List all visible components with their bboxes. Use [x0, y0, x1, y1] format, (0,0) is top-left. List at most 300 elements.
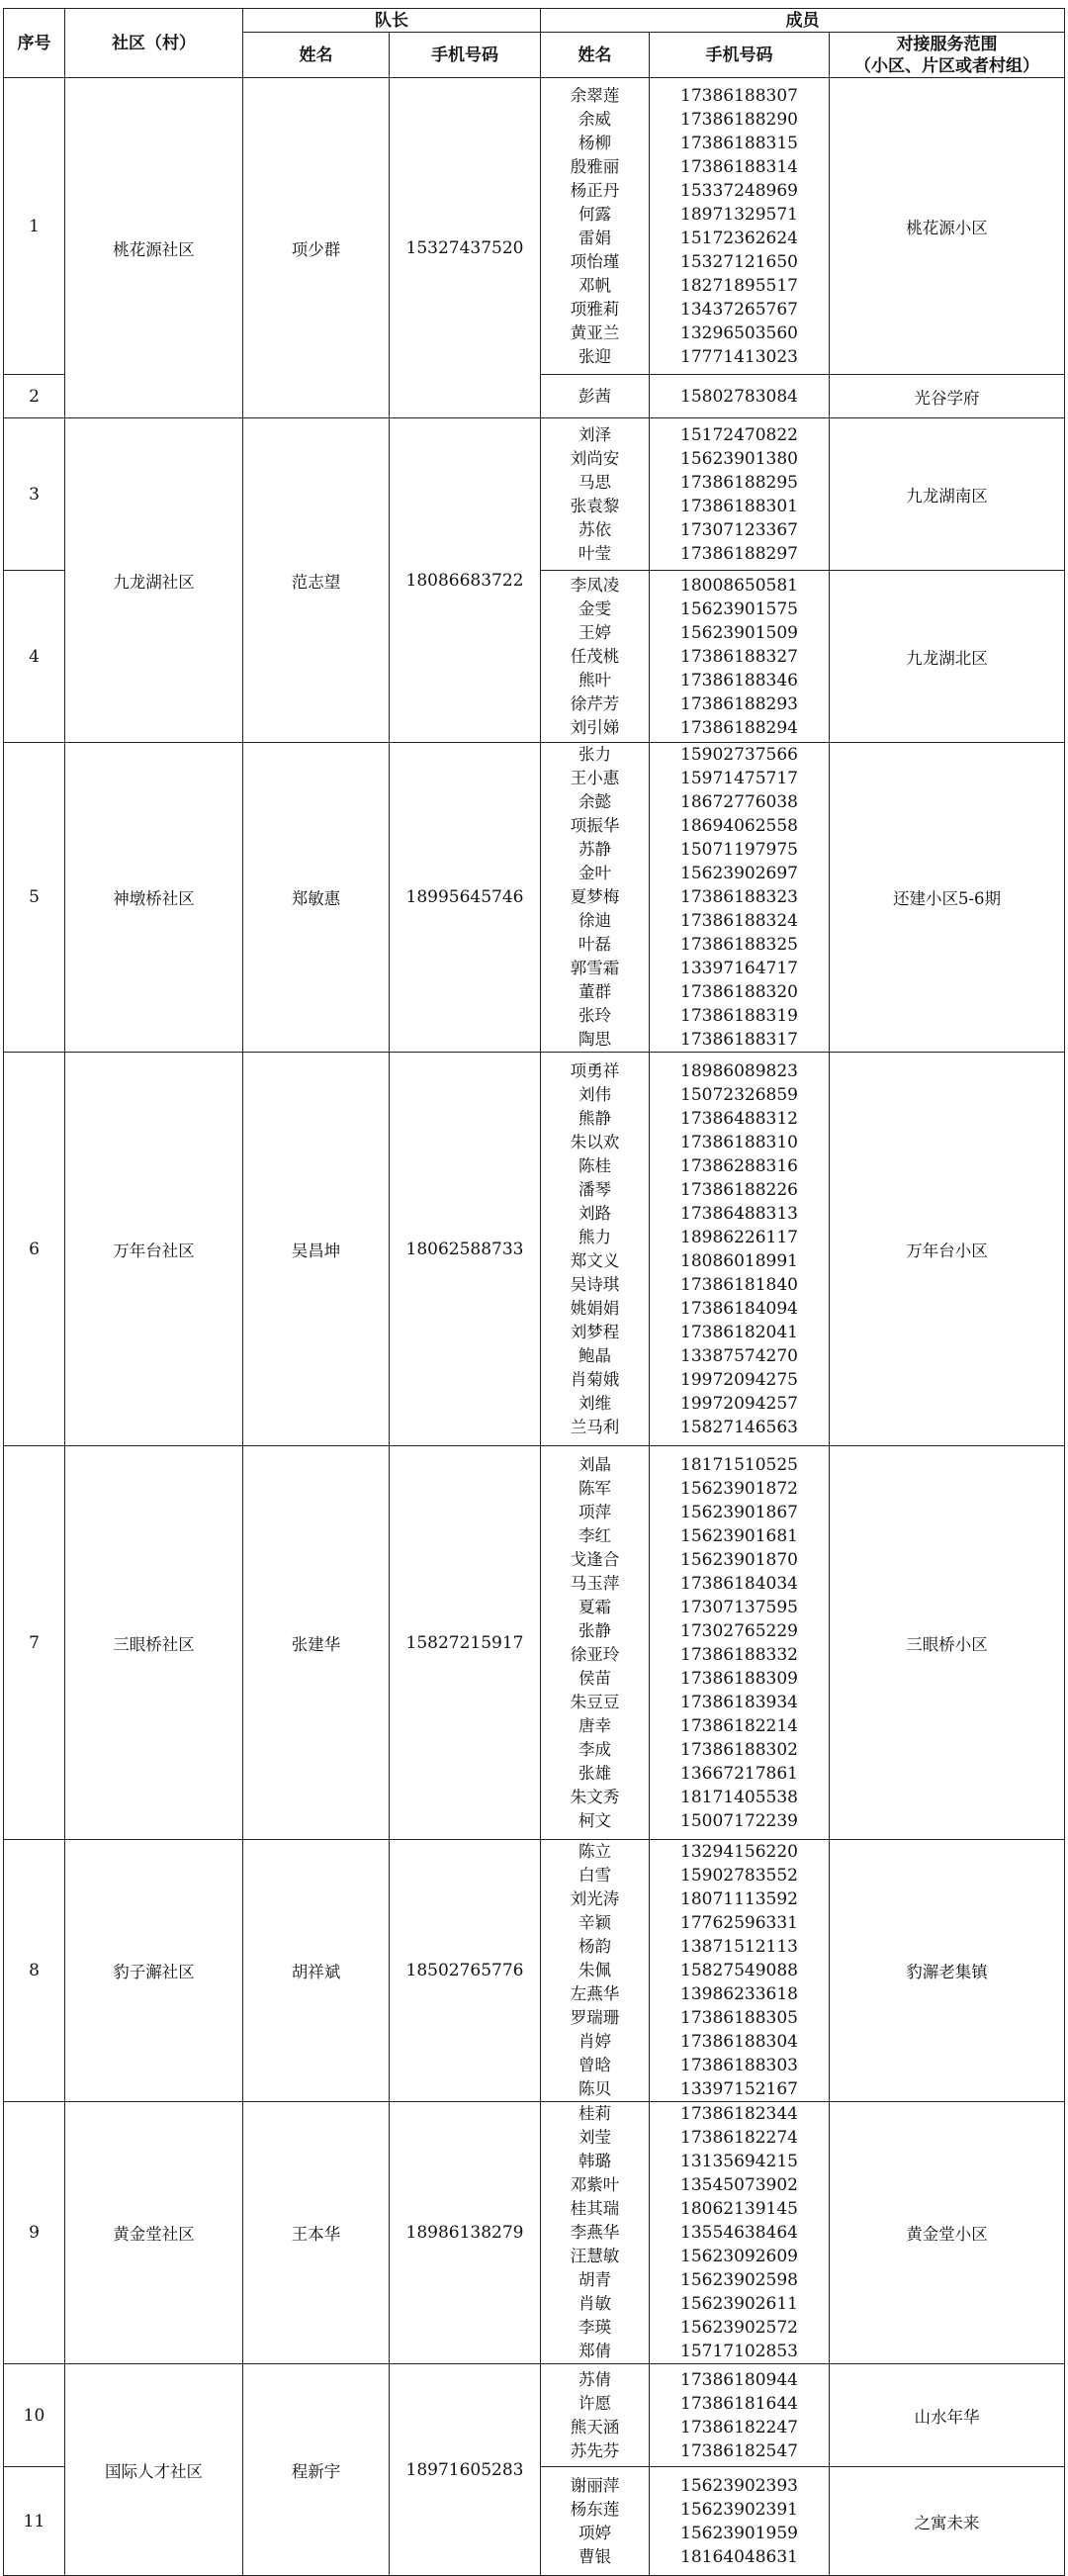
- leader-name: 张建华: [243, 1446, 390, 1840]
- member-name: 姚娟娟: [570, 1298, 620, 1318]
- member-names-cell: [541, 418, 650, 571]
- table-row: [4, 78, 1065, 375]
- member-name-list: [541, 423, 649, 566]
- member-name: 汪慧敏: [570, 2247, 620, 2265]
- member-phone: 15623902611: [680, 2294, 798, 2314]
- row-index: 3: [4, 418, 65, 571]
- member-name: 陈军: [578, 1478, 611, 1498]
- community-name: 三眼桥社区: [65, 1446, 243, 1840]
- service-scope: 三眼桥小区: [830, 1446, 1065, 1840]
- member-name: 张迎: [578, 346, 611, 366]
- member-phone: 13871512113: [680, 1937, 798, 1957]
- member-name: 刘莹: [578, 2128, 611, 2147]
- member-name: 戈逢合: [570, 1549, 620, 1569]
- member-phone: 17386182214: [680, 1715, 798, 1736]
- row-index: 1: [4, 78, 65, 375]
- leader-name: 范志望: [243, 418, 390, 743]
- member-name-list: [541, 2474, 649, 2569]
- member-phone: 17386182041: [680, 1322, 798, 1342]
- member-phone: 15623901380: [680, 448, 798, 469]
- service-scope: 桃花源小区: [830, 78, 1065, 375]
- service-scope: 还建小区5-6期: [830, 743, 1065, 1053]
- member-phones-cell: [650, 1053, 830, 1446]
- member-name: 杨柳: [578, 133, 611, 152]
- member-name: 夏梦梅: [570, 887, 620, 906]
- member-phone: 17386182344: [680, 2104, 798, 2124]
- member-name: 余懿: [578, 792, 611, 811]
- table-row: [4, 1446, 1065, 1840]
- member-name: 苏倩: [578, 2369, 611, 2389]
- member-name: 肖婷: [578, 2032, 611, 2051]
- member-phone: 15623902697: [680, 864, 798, 883]
- member-phone: 15327121650: [680, 251, 798, 272]
- member-phone: 17386184094: [680, 1298, 798, 1319]
- service-scope: 九龙湖北区: [830, 571, 1065, 743]
- member-name-list: [541, 385, 649, 409]
- leader-name: 程新宇: [243, 2364, 390, 2576]
- leader-name: 郑敏惠: [243, 743, 390, 1053]
- service-scope: 万年台小区: [830, 1053, 1065, 1446]
- leader-phone: 18995645746: [390, 743, 541, 1053]
- leader-phone: 18502765776: [390, 1840, 541, 2102]
- member-name-list: [541, 2368, 649, 2463]
- header-member-name: 姓名: [541, 33, 650, 78]
- member-name: 邓帆: [578, 275, 611, 295]
- member-phone: 13387574270: [680, 1345, 798, 1366]
- member-name: 项雅莉: [570, 299, 620, 319]
- member-name: 刘维: [578, 1393, 611, 1413]
- member-phone: 17386188309: [680, 1668, 798, 1689]
- member-phone-list: [650, 2474, 829, 2569]
- member-phone: 13397152167: [680, 2079, 798, 2099]
- member-phone: 18672776038: [680, 792, 798, 812]
- member-phone: 17386188302: [680, 1739, 798, 1760]
- member-phone: 17307137595: [680, 1597, 798, 1617]
- member-name: 陈立: [578, 1842, 611, 1861]
- member-names-cell: [541, 743, 650, 1053]
- member-name: 潘琴: [578, 1179, 611, 1199]
- member-name: 彭茜: [578, 386, 611, 406]
- member-phone: 15827146563: [680, 1417, 798, 1437]
- member-names-cell: [541, 1840, 650, 2102]
- member-phones-cell: [650, 1446, 830, 1840]
- member-name: 肖菊娥: [570, 1369, 620, 1389]
- member-phone: 18971329571: [680, 204, 798, 225]
- member-name: 殷雅丽: [570, 156, 620, 176]
- member-phone: 15827549088: [680, 1961, 798, 1980]
- member-name: 郑文义: [570, 1250, 620, 1270]
- member-name: 张袁黎: [570, 496, 620, 515]
- service-scope: 山水年华: [830, 2364, 1065, 2467]
- member-phone: 17386188297: [680, 543, 798, 564]
- leader-name: 吴昌坤: [243, 1053, 390, 1446]
- member-name: 邓紫叶: [570, 2175, 620, 2194]
- member-names-cell: [541, 1446, 650, 1840]
- member-phone: 17386188320: [680, 982, 798, 1002]
- row-index: 6: [4, 1053, 65, 1446]
- member-phone: 18986089823: [680, 1060, 798, 1081]
- member-phone: 17386188310: [680, 1132, 798, 1152]
- member-phone: 15007172239: [680, 1810, 798, 1831]
- member-phone: 13545073902: [680, 2175, 798, 2195]
- member-phones-cell: [650, 743, 830, 1053]
- member-phone: 17386188304: [680, 2032, 798, 2052]
- member-phone: 15623902393: [680, 2475, 798, 2496]
- member-phone: 15623901872: [680, 1478, 798, 1499]
- member-phone: 17386488312: [680, 1108, 798, 1129]
- row-index: 2: [4, 375, 65, 418]
- service-scope: 豹澥老集镇: [830, 1840, 1065, 2102]
- member-phone-list: [650, 84, 829, 369]
- member-phone: 15717102853: [680, 2342, 798, 2361]
- member-name: 辛颖: [578, 1913, 611, 1932]
- row-index: 7: [4, 1446, 65, 1840]
- member-name: 刘引娣: [570, 717, 620, 737]
- member-phone: 13986233618: [680, 1984, 798, 2004]
- member-phone: 17386188332: [680, 1644, 798, 1665]
- header-leader-phone: 手机号码: [390, 33, 541, 78]
- table-body: [4, 78, 1065, 2576]
- row-index: 11: [4, 2467, 65, 2576]
- member-name: 何露: [578, 204, 611, 224]
- table-row: [4, 2364, 1065, 2467]
- member-names-cell: [541, 375, 650, 418]
- member-names-cell: [541, 571, 650, 743]
- member-phone: 13294156220: [680, 1842, 798, 1862]
- community-name: 国际人才社区: [65, 2364, 243, 2576]
- member-phone-list: [650, 1059, 829, 1439]
- member-name: 项萍: [578, 1502, 611, 1521]
- member-name: 刘尚安: [570, 448, 620, 468]
- member-phone: 18008650581: [680, 575, 798, 596]
- member-name: 谢丽萍: [570, 2475, 620, 2495]
- member-phone: 15902737566: [680, 745, 798, 765]
- member-phone: 15623901509: [680, 622, 798, 643]
- member-names-cell: [541, 78, 650, 375]
- leader-phone: 18062588733: [390, 1053, 541, 1446]
- member-phone: 15172470822: [680, 424, 798, 445]
- member-names-cell: [541, 2364, 650, 2467]
- member-name: 金雯: [578, 598, 611, 618]
- member-phone: 15623901959: [680, 2523, 798, 2543]
- member-name: 熊静: [578, 1108, 611, 1128]
- member-name: 项婷: [578, 2523, 611, 2542]
- member-name: 徐亚玲: [570, 1644, 620, 1664]
- member-name: 苏静: [578, 840, 611, 859]
- member-phone: 13554638464: [680, 2223, 798, 2243]
- community-name: 万年台社区: [65, 1053, 243, 1446]
- member-name: 柯文: [578, 1810, 611, 1830]
- member-phones-cell: [650, 375, 830, 418]
- community-name: 豹子澥社区: [65, 1840, 243, 2102]
- member-phone: 15623901867: [680, 1502, 798, 1522]
- member-name: 马思: [578, 472, 611, 492]
- member-name: 刘泽: [578, 424, 611, 444]
- member-name: 罗瑞珊: [570, 2008, 620, 2027]
- member-name: 熊力: [578, 1227, 611, 1246]
- member-phone: 17386188323: [680, 887, 798, 907]
- leader-phone: 15327437520: [390, 78, 541, 418]
- member-name: 张雄: [578, 1763, 611, 1783]
- member-name: 曹银: [578, 2546, 611, 2566]
- member-phone: 17386188226: [680, 1179, 798, 1200]
- member-phone: 17386182547: [680, 2440, 798, 2461]
- service-scope: 九龙湖南区: [830, 418, 1065, 571]
- member-phone: 15902783552: [680, 1866, 798, 1886]
- member-name: 刘晶: [578, 1454, 611, 1474]
- member-phone: 17386181644: [680, 2393, 798, 2414]
- member-phone-list: [650, 1453, 829, 1833]
- member-name: 李成: [578, 1739, 611, 1759]
- member-phone: 18271895517: [680, 275, 798, 296]
- member-phone-list: [650, 423, 829, 566]
- header-scope-subtitle: （小区、片区或者村组）: [854, 55, 1040, 76]
- member-phone: 17386188290: [680, 109, 798, 130]
- member-phone: 17386188294: [680, 717, 798, 738]
- member-phone: 15172362624: [680, 228, 798, 248]
- member-name: 徐迪: [578, 911, 611, 930]
- member-phone: 18171405538: [680, 1787, 798, 1807]
- community-name: 九龙湖社区: [65, 418, 243, 743]
- community-name: 神墩桥社区: [65, 743, 243, 1053]
- member-name: 左燕华: [570, 1984, 620, 2003]
- member-name: 张力: [578, 745, 611, 764]
- member-name: 刘路: [578, 1203, 611, 1223]
- member-phone: 13437265767: [680, 299, 798, 320]
- service-scope: 之寓未来: [830, 2467, 1065, 2576]
- member-phone: 17386288316: [680, 1155, 798, 1176]
- member-name: 刘伟: [578, 1084, 611, 1104]
- member-name: 朱文秀: [570, 1787, 620, 1806]
- header-community: 社区（村）: [65, 9, 243, 78]
- table-row: [4, 1840, 1065, 2102]
- member-phone: 17386488313: [680, 1203, 798, 1224]
- header-member-phone: 手机号码: [650, 33, 830, 78]
- member-name: 曾晗: [578, 2056, 611, 2074]
- member-name: 黄亚兰: [570, 322, 620, 342]
- member-name: 侯苗: [578, 1668, 611, 1688]
- member-name: 杨东莲: [570, 2499, 620, 2519]
- member-phone-list: [650, 743, 829, 1052]
- leader-name: 胡祥斌: [243, 1840, 390, 2102]
- member-phone: 15802783084: [680, 386, 798, 407]
- member-phone: 18086018991: [680, 1250, 798, 1271]
- member-phone: 17386188317: [680, 1030, 798, 1050]
- member-name: 李红: [578, 1525, 611, 1545]
- member-phone: 17386188325: [680, 935, 798, 955]
- member-name: 雷娟: [578, 228, 611, 247]
- member-phone: 15072326859: [680, 1084, 798, 1105]
- member-name: 项振华: [570, 816, 620, 835]
- member-phone: 15971475717: [680, 769, 798, 788]
- leader-phone: 18986138279: [390, 2102, 541, 2364]
- member-phone: 13296503560: [680, 322, 798, 343]
- row-index: 10: [4, 2364, 65, 2467]
- member-name: 王小惠: [570, 769, 620, 787]
- member-names-cell: [541, 1053, 650, 1446]
- member-name-list: [541, 743, 649, 1052]
- row-index: 4: [4, 571, 65, 743]
- member-name: 项勇祥: [570, 1060, 620, 1080]
- member-name: 张玲: [578, 1006, 611, 1025]
- member-phone: 15071197975: [680, 840, 798, 860]
- member-name: 杨韵: [578, 1937, 611, 1956]
- assignment-table: [3, 8, 1065, 2576]
- member-name: 白雪: [578, 1866, 611, 1885]
- member-name: 任茂桃: [570, 646, 620, 666]
- member-name: 朱佩: [578, 1961, 611, 1979]
- table-row: [4, 2102, 1065, 2364]
- member-name: 张静: [578, 1620, 611, 1640]
- member-phone: 17386180944: [680, 2369, 798, 2390]
- member-name: 杨正丹: [570, 180, 620, 200]
- member-phone: 18986226117: [680, 1227, 798, 1247]
- member-phone: 15623902598: [680, 2270, 798, 2290]
- member-phone: 15623902572: [680, 2318, 798, 2338]
- member-name-list: [541, 1840, 649, 2101]
- member-name: 韩璐: [578, 2152, 611, 2170]
- member-phone: 17386188305: [680, 2008, 798, 2028]
- service-scope: 光谷学府: [830, 375, 1065, 418]
- member-name: 吴诗琪: [570, 1274, 620, 1294]
- member-phone-list: [650, 1840, 829, 2101]
- member-phones-cell: [650, 1840, 830, 2102]
- member-phone-list: [650, 574, 829, 740]
- member-name: 熊叶: [578, 670, 611, 690]
- member-phone: 18694062558: [680, 816, 798, 836]
- member-phone: 17386181840: [680, 1274, 798, 1295]
- member-names-cell: [541, 2102, 650, 2364]
- member-name: 叶磊: [578, 935, 611, 954]
- row-index: 5: [4, 743, 65, 1053]
- member-name: 刘光涛: [570, 1889, 620, 1908]
- member-names-cell: [541, 2467, 650, 2576]
- member-phone: 18164048631: [680, 2546, 798, 2567]
- member-name-list: [541, 2102, 649, 2363]
- member-phone: 17386182274: [680, 2128, 798, 2148]
- member-phone-list: [650, 385, 829, 409]
- member-phones-cell: [650, 571, 830, 743]
- member-name: 郑倩: [578, 2342, 611, 2360]
- member-name: 苏先芬: [570, 2440, 620, 2460]
- member-name-list: [541, 574, 649, 740]
- member-name: 苏依: [578, 519, 611, 539]
- member-name: 王婷: [578, 622, 611, 642]
- member-name: 陈贝: [578, 2079, 611, 2098]
- member-name: 郭雪霜: [570, 959, 620, 977]
- table-row: [4, 1053, 1065, 1446]
- member-name: 金叶: [578, 864, 611, 882]
- member-phone: 17386188327: [680, 646, 798, 667]
- member-name: 鲍晶: [578, 1345, 611, 1365]
- member-name: 肖敏: [578, 2294, 611, 2313]
- member-phone: 18062139145: [680, 2199, 798, 2219]
- row-index: 8: [4, 1840, 65, 2102]
- header-leader-group: 队长: [243, 9, 541, 33]
- member-name: 董群: [578, 982, 611, 1001]
- member-name: 李瑛: [578, 2318, 611, 2337]
- member-name: 朱豆豆: [570, 1692, 620, 1711]
- member-phone: 17386188319: [680, 1006, 798, 1026]
- member-phone: 17307123367: [680, 519, 798, 540]
- member-phone: 18071113592: [680, 1889, 798, 1909]
- member-phone: 15623901575: [680, 598, 798, 619]
- header-index: 序号: [4, 9, 65, 78]
- member-phone: 17771413023: [680, 346, 798, 367]
- member-phones-cell: [650, 78, 830, 375]
- member-phone: 17386182247: [680, 2417, 798, 2438]
- leader-name: 项少群: [243, 78, 390, 418]
- header-leader-name: 姓名: [243, 33, 390, 78]
- member-phone: 13397164717: [680, 959, 798, 978]
- member-phone: 17302765229: [680, 1620, 798, 1641]
- member-name: 李凤凌: [570, 575, 620, 595]
- row-index: 9: [4, 2102, 65, 2364]
- member-phone: 17386188303: [680, 2056, 798, 2075]
- member-phone: 15337248969: [680, 180, 798, 201]
- member-name: 余翠莲: [570, 85, 620, 105]
- leader-name: 王本华: [243, 2102, 390, 2364]
- member-name-list: [541, 1059, 649, 1439]
- member-name: 陈桂: [578, 1155, 611, 1175]
- member-phone: 13135694215: [680, 2152, 798, 2171]
- header-scope: [830, 33, 1065, 78]
- member-phone: 15623902391: [680, 2499, 798, 2520]
- member-name: 胡青: [578, 2270, 611, 2289]
- member-name: 桂莉: [578, 2104, 611, 2123]
- community-name: 黄金堂社区: [65, 2102, 243, 2364]
- member-phone: 15623092609: [680, 2247, 798, 2266]
- member-phone: 19972094257: [680, 1393, 798, 1414]
- member-phones-cell: [650, 2364, 830, 2467]
- member-name: 李燕华: [570, 2223, 620, 2242]
- member-phones-cell: [650, 2467, 830, 2576]
- member-name-list: [541, 84, 649, 369]
- member-name: 陶思: [578, 1030, 611, 1049]
- member-name: 徐芹芳: [570, 693, 620, 713]
- leader-phone: 15827215917: [390, 1446, 541, 1840]
- member-name: 刘梦程: [570, 1322, 620, 1341]
- member-phone: 17386184034: [680, 1573, 798, 1594]
- header-member-group: 成员: [541, 9, 1065, 33]
- community-name: 桃花源社区: [65, 78, 243, 418]
- member-phone: 17386188314: [680, 156, 798, 177]
- member-name: 唐幸: [578, 1715, 611, 1735]
- member-phone-list: [650, 2368, 829, 2463]
- member-name: 马玉萍: [570, 1573, 620, 1593]
- header-scope-title: 对接服务范围: [896, 34, 998, 54]
- member-name: 许愿: [578, 2393, 611, 2413]
- member-phones-cell: [650, 418, 830, 571]
- member-phone: 17386188307: [680, 85, 798, 106]
- member-phones-cell: [650, 2102, 830, 2364]
- leader-phone: 18086683722: [390, 418, 541, 743]
- member-phone: 17386188315: [680, 133, 798, 153]
- table-row: [4, 743, 1065, 1053]
- member-name: 桂其瑞: [570, 2199, 620, 2218]
- member-name: 夏霜: [578, 1597, 611, 1616]
- service-scope: 黄金堂小区: [830, 2102, 1065, 2364]
- member-phone: 19972094275: [680, 1369, 798, 1390]
- member-phone: 17386188324: [680, 911, 798, 931]
- member-phone: 17386188293: [680, 693, 798, 714]
- member-name: 兰马利: [570, 1417, 620, 1436]
- table-row: [4, 418, 1065, 571]
- member-phone: 17386188346: [680, 670, 798, 690]
- member-phone: 17386188295: [680, 472, 798, 493]
- member-phone: 17386183934: [680, 1692, 798, 1712]
- member-name: 叶莹: [578, 543, 611, 563]
